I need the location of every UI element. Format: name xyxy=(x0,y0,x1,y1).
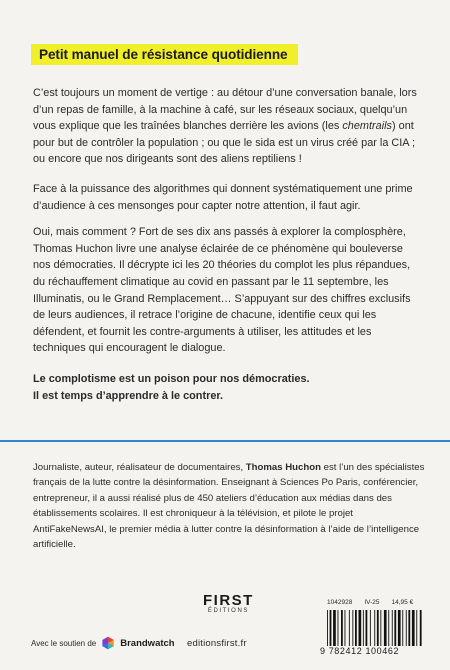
barcode-bar xyxy=(402,610,403,646)
barcode-bar xyxy=(327,610,328,646)
barcode-bar xyxy=(366,610,368,646)
blurb-paragraph-1: C’est toujours un moment de vertige : au détour d’une conversation banale, lors d’un repas de famille, à la machine à café, sur les réseaux sociaux, quelqu’un vous explique que les traînées blanches derrière les avions (les chemtrails) ont pour but de contrôler la population ; ou que le sida est un virus créé par la CIA ; ou encore que nos dirigeants sont des aliens reptiliens ! xyxy=(33,87,417,166)
blurb xyxy=(33,85,423,404)
barcode-bar xyxy=(355,610,357,646)
barcode-bar xyxy=(341,610,343,646)
barcode-bar xyxy=(388,610,389,646)
blurb-paragraph-3: Oui, mais comment ? Fort de ses dix ans passés à explorer la complosphère, Thomas Huchon livre une analyse éclairée de ce phénomène qui bouleverse nos démocraties. Il décrypte ici les 20 théories du complot les plus répandues, du réchauffement climatique au covid en passant par le 11 septembre, les Illuminatis, ou le Grand Remplacement… S’appuyant sur des chiffres exclusifs de leurs audiences, il retrace l’origine de chacune, identifie ceux qui les défendent, et fournit les contre-arguments à utiliser, les attitudes et les techniques qui encouragent le dialogue. xyxy=(33,226,411,355)
author-bio: Journaliste, auteur, réalisateur de documentaires, Thomas Huchon est l’un des spécialistes français de la lutte contre la désinformation. Enseignant à Sciences Po Paris, conférencier, entrepreneur, il a aussi réalisé plus de 450 ateliers d’éducation aux médias dans des établissements scolaires. Il est chroniqueur à la télévision, et pilote le projet AntiFakeNewsAI, le premier média à lutter contre la désinformation à l’aide de l’intelligence artificielle. xyxy=(33,462,425,551)
barcode-bar xyxy=(380,610,381,646)
barcode-bar xyxy=(398,610,401,646)
publisher-website: editionsfirst.fr xyxy=(187,638,247,649)
barcode-bar xyxy=(377,610,379,646)
sponsor-block xyxy=(31,636,175,650)
isbn-barcode xyxy=(327,610,423,646)
emphasis-chemtrails: chemtrails xyxy=(342,120,392,133)
barcode-bar xyxy=(416,610,417,646)
barcode-bar xyxy=(392,610,393,646)
isbn-digits: 9 782412 100462 xyxy=(320,646,400,656)
tagline-banner: Petit manuel de résistance quotidienne xyxy=(31,44,298,65)
barcode-bar xyxy=(394,610,396,646)
period-code: IV-25 xyxy=(364,599,380,606)
barcode-bar xyxy=(333,610,336,646)
barcode-bar xyxy=(384,610,387,646)
blurb-paragraph-2: Face à la puissance des algorithmes qui donnent systématiquement une prime d’audience à ces mensonges pour capter notre attention, il faut agir. xyxy=(33,182,413,212)
barcode-bar xyxy=(330,610,332,646)
barcode-bar xyxy=(374,610,375,646)
barcode-bar xyxy=(370,610,371,646)
author-name: Thomas Huchon xyxy=(245,462,321,473)
barcode-bar xyxy=(338,610,339,646)
barcode-bar xyxy=(412,610,415,646)
section-divider xyxy=(0,440,450,442)
barcode-bar xyxy=(349,610,350,646)
price: 14,95 € xyxy=(391,599,414,606)
publisher-logo: FIRST ÉDITIONS xyxy=(203,592,254,614)
barcode-bar xyxy=(359,610,362,646)
barcode-bar xyxy=(408,610,410,646)
barcode-bar xyxy=(420,610,422,646)
brandwatch-logo-icon xyxy=(101,636,115,650)
barcode-bar xyxy=(352,610,353,646)
barcode-bar xyxy=(363,610,364,646)
product-codes xyxy=(327,599,413,606)
barcode-bar xyxy=(406,610,407,646)
reference-code: 1042928 xyxy=(327,599,353,606)
blurb-conclusion: Le complotisme est un poison pour nos démocraties. Il est temps d’apprendre à le contrer. xyxy=(33,372,310,402)
sponsor-brand: Brandwatch xyxy=(120,637,175,649)
barcode-bar xyxy=(345,610,346,646)
sponsor-label: Avec le soutien de xyxy=(31,638,97,648)
